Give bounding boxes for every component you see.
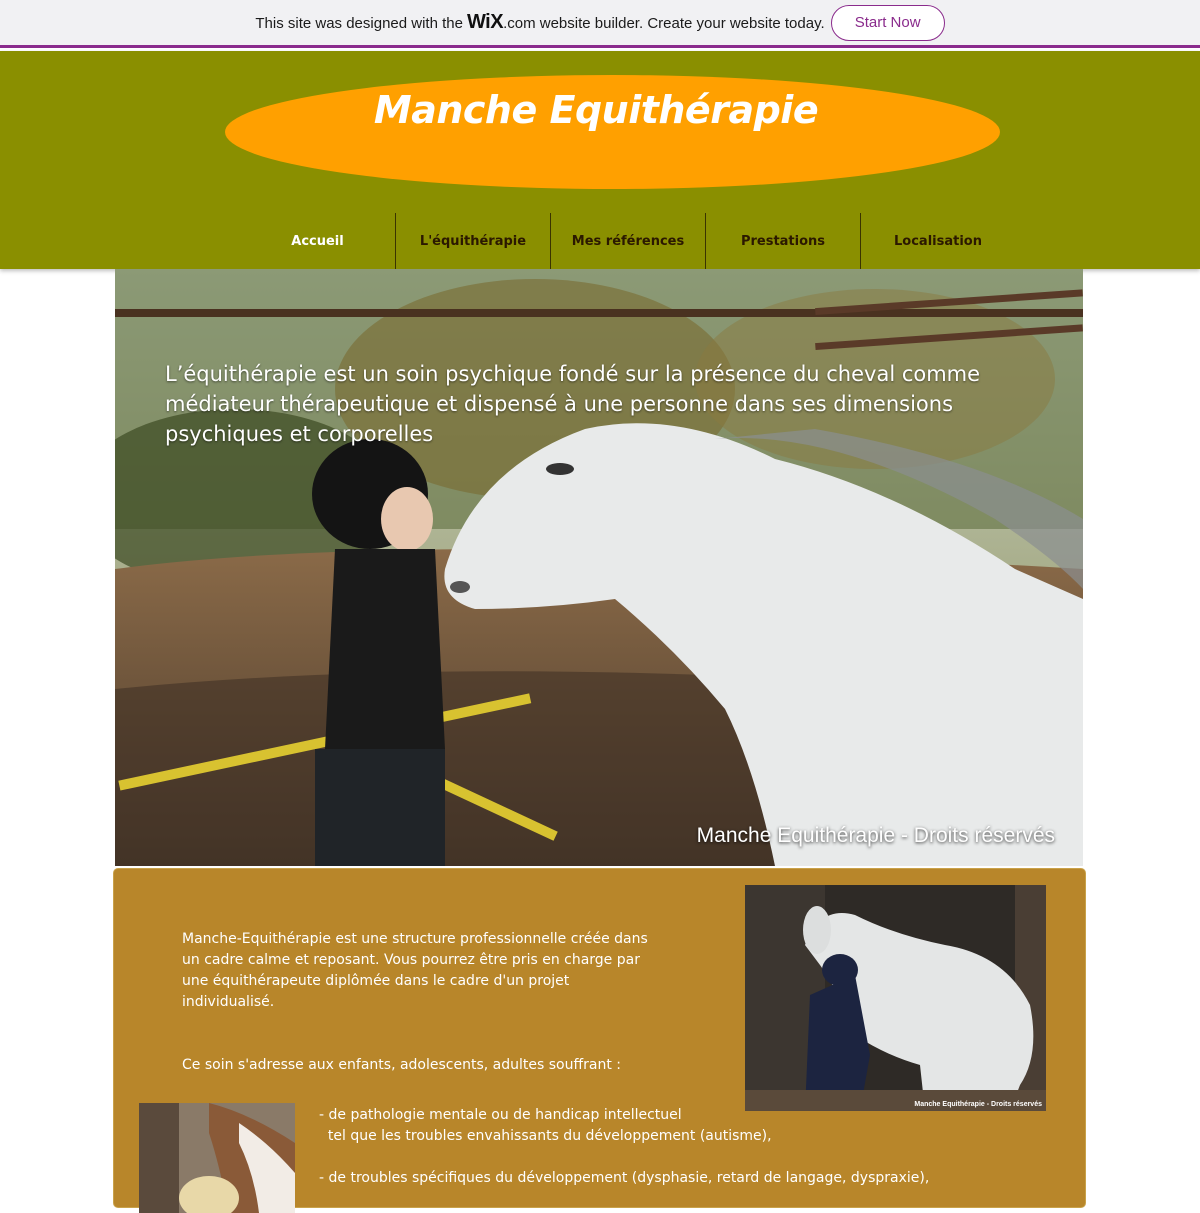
wix-banner-text-before: This site was designed with the <box>255 15 463 32</box>
list-item <box>319 1105 1039 1147</box>
list-item-line: - de troubles spécifiques du développement (dysphasie, retard de langage, dyspraxie), <box>319 1170 930 1186</box>
list-item-line: tel que les troubles envahissants du développement (autisme), <box>319 1128 772 1144</box>
wix-banner <box>0 0 1200 48</box>
hero-photo-credit: Manche Equithérapie - Droits réservés <box>696 824 1055 847</box>
horse-photo-left <box>139 1103 295 1213</box>
nav-item-accueil[interactable]: Accueil <box>291 233 344 249</box>
list-item <box>319 1168 1039 1189</box>
wix-banner-text-after: .com website builder. Create your website today. <box>503 15 825 32</box>
site-header <box>0 51 1200 269</box>
condition-list <box>319 1105 1039 1210</box>
nav-item-equitherapie[interactable]: L'équithérapie <box>395 213 550 269</box>
horse-photo-illustration <box>745 885 1046 1111</box>
nav-item-prestations[interactable]: Prestations <box>705 213 860 269</box>
main-nav <box>240 213 1015 269</box>
content-box <box>113 868 1086 1208</box>
nav-item-localisation[interactable]: Localisation <box>860 213 1015 269</box>
photo-caption: Manche Equithérapie - Droits réservés <box>914 1101 1042 1108</box>
start-now-button[interactable]: Start Now <box>831 5 945 41</box>
hero-image <box>115 269 1083 866</box>
intro-paragraph: Manche-Equithérapie est une structure professionnelle créée dans un cadre calme et reposant. Vous pourrez être pris en charge par une équithérapeute diplômée dans le cadre d'un projet individualisé. <box>182 931 648 1010</box>
horse-photo-left-illustration <box>139 1103 295 1213</box>
site-title[interactable]: Manche Equithérapie <box>373 88 819 132</box>
nav-item-references[interactable]: Mes références <box>550 213 705 269</box>
hero-tagline: L’équithérapie est un soin psychique fondé sur la présence du cheval comme médiateur thérapeutique et dispensé à une personne dans ses dimensions psychiques et corporelles <box>165 362 981 446</box>
wix-logo[interactable]: WiX <box>466 11 504 33</box>
wix-banner-text <box>255 11 824 34</box>
audience-paragraph: Ce soin s'adresse aux enfants, adolescents, adultes souffrant : <box>182 1057 621 1073</box>
list-item-line: - de pathologie mentale ou de handicap intellectuel <box>319 1107 682 1123</box>
horse-photo-right <box>745 885 1046 1111</box>
